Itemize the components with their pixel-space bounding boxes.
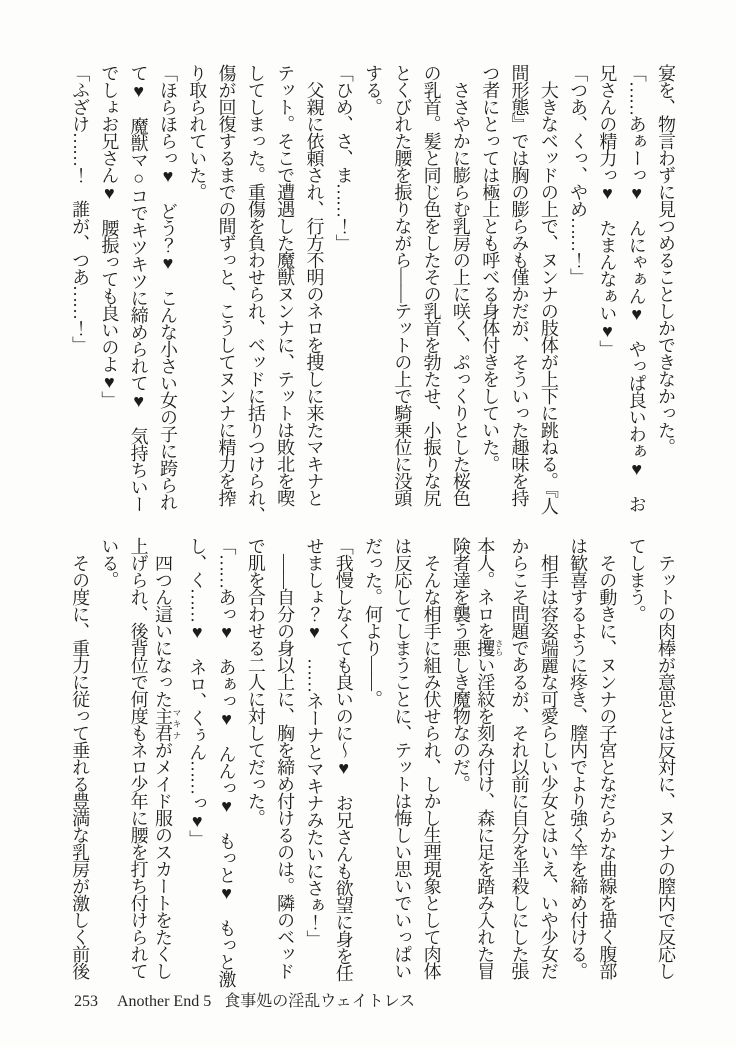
text-column: とくびれた腰を振りながら――テットの上で騎乗位に没頭 [392,64,413,506]
text-column: 上げられ、後背位で何度もネロ少年に腰を打ち付けられて [128,537,149,979]
text-column: いる。 [99,537,120,588]
text-column: その動きに、ヌンナの子宮となだらかな曲線を描く腹部 [597,537,618,979]
text-column: 傷が回復するまでの間ずっと、こうしてヌンナに精力を搾 [216,64,237,506]
text-column: 「つあ、くっ、やめ……！」 [568,64,589,285]
page-number: 253 [74,993,98,1010]
text-column: の乳首。髪と同じ色をしたその乳首を勃たせ、小振りな尻 [421,64,442,506]
text-block-top [65,64,680,523]
text-column: 「ひめ、さ、ま……！」 [333,64,354,251]
text-column: 「ふざけ……！ 誰が、つあ……！」 [70,64,91,353]
text-column: 間形態』では胸の膨らみも僅かだが、そういった趣味を持 [509,64,530,506]
text-block-bottom [65,537,680,987]
text-column: からこそ問題であるが、それ以前に自分を半殺しにした張 [509,537,530,979]
text-column: だった。何より――。 [363,537,384,707]
text-column: 四つん這いになった主君 マキナがメイド服のスカートをたくし [152,537,182,979]
text-column: つ者にとっては極上とも呼べる身体付きをしていた。 [480,64,501,472]
text-column: ささやかに膨らむ乳房の上に咲く、ぷっくりとした桜色 [450,64,471,506]
text-column: 険者達を襲う悪しき魔物なのだ。 [450,537,471,792]
chapter-title: 食事処の淫乱ウェイトレス [224,993,416,1010]
text-column: でしょお兄さん♥ 腰振っても良いのよ♥」 [99,64,120,408]
text-column: し、く……♥ ネロ、くぅん……っ♥」 [187,537,208,847]
text-column: せましょ？♥ ……ネーナとマキナみたいにさぁ！」 [304,537,325,947]
text-column: そんな相手に組み伏せられ、しかし生理現象として肉体 [421,537,442,979]
text-column: 宴を、物言わずに見つめることしかできなかった。 [656,64,676,455]
text-column: て♥ 魔獣マ○コでキツキツに締められて♥ 気持ちいー [128,64,149,512]
text-column: 「我慢しなくても良いのに～♥ お兄さんも欲望に身を任 [333,537,354,981]
text-column: テットの肉棒が意思とは反対に、ヌンナの膣内で反応し [656,537,676,979]
text-column: してしまった。重傷を負わせられ、ベッドに括りつけられ、 [245,64,266,523]
text-column: は歓喜するように疼き、膣内でより強く竿を締め付ける。 [568,537,589,979]
text-column: テット。そこで遭遇した魔獣ヌンナに、テットは敗北を喫 [275,64,296,506]
page-footer [74,988,415,1011]
book-title: Another End 5 [117,993,212,1010]
text-column: 大きなベッドの上で、ヌンナの肢体が上下に跳ねる。『人 [538,64,559,514]
text-column: 「……あっ♥ あぁっ♥ んんっ♥ もっと♥ もっと激 [216,537,237,987]
text-column: で肌を合わせる二人に対してだった。 [245,537,266,826]
text-column: り取られていた。 [187,64,208,200]
text-column: する。 [363,64,384,115]
text-column: 相手は容姿端麗な可愛らしい少女とはいえ、いや少女だ [538,537,559,979]
text-column: 父親に依頼され、行方不明のネロを捜しに来たマキナと [304,64,325,506]
text-column: 「……あぁーっ♥ んにゃぁん♥ やっぱ良いわぁ♥ お [626,64,647,512]
text-column: 「ほらほらっ♥ どう？♥ こんな小さい女の子に跨られ [157,64,178,510]
text-column: 兄さんの精力っ♥ たまんなぁい♥」 [597,64,618,357]
text-column: その度に、重力に従って垂れる豊満な乳房が激しく前後 [70,537,91,979]
text-column: ――自分の身以上に、胸を締め付けるのは。隣のベッド [275,537,296,979]
text-column: 本人。ネロを攫 さらい淫紋を刻み付け、森に足を踏み入れた冒 [475,537,505,979]
text-column: は反応してしまうことに、テットは悔しい思いでいっぱい [392,537,413,979]
text-column: てしまう。 [626,537,647,622]
